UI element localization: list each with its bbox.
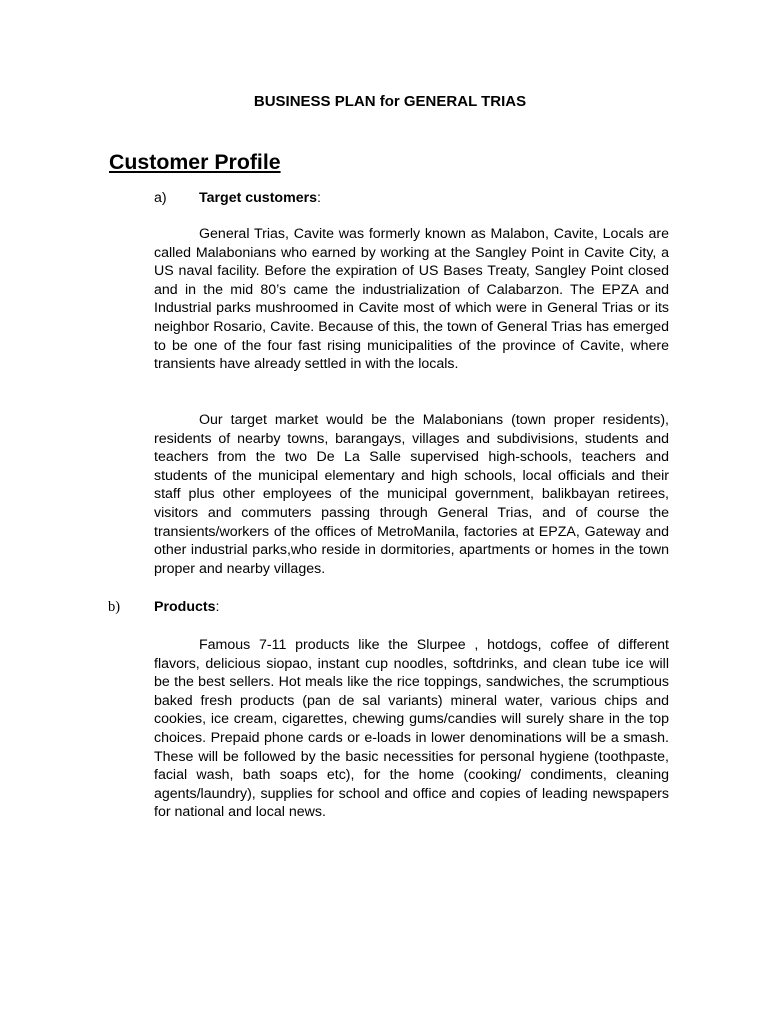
item-marker: a): [154, 190, 167, 206]
item-marker: b): [108, 599, 121, 615]
paragraph-products-1: Famous 7-11 products like the Slurpee , hotdogs, coffee of different flavors, delicious siopao, instant cup noodles, softdrinks, and clean tube ice will be the best sellers. Hot meals like the rice toppings, sandwiches, the scrumptious baked fresh products (pan de sal variants) mineral water, various chips and cookies, ice cream, cigarettes, chewing gums/candies will surely share in the top choices. Prepaid phone cards or e-loads in lower denominations will be a smash. These will be followed by the basic necessities for personal hygiene (toothpaste, facial wash, bath soaps etc), for the home (cooking/ condiments, cleaning agents/laundry), supplies for school and office and copies of leading newspapers for national and local news.: [154, 637, 669, 821]
section-heading-customer-profile: Customer Profile: [109, 150, 281, 174]
paragraph-target-customers-1: General Trias, Cavite was formerly known as Malabon, Cavite, Locals are called Malabonians who earned by working at the Sangley Point in Cavite City, a US naval facility. Before the expiration of US Bases Treaty, Sangley Point closed and in the mid 80’s came the industrialization of Calabarzon. The EPZA and Industrial parks mushroomed in Cavite most of which were in General Trias or its neighbor Rosario, Cavite. Because of this, the town of General Trias has emerged to be one of the four fast rising municipalities of the province of Cavite, where transients have already settled in with the locals.: [154, 226, 669, 373]
paragraph-target-customers-2: Our target market would be the Malabonians (town proper residents), residents of nearby towns, barangays, villages and subdivisions, students and teachers from the two De La Salle supervised high-schools, teachers and students of the municipal elementary and high schools, local officials and their staff plus other employees of the municipal government, balikbayan retirees, visitors and commuters passing through General Trias, and of course the transients/workers of the offices of MetroManila, factories at EPZA, Gateway and other industrial parks,who reside in dormitories, apartments or homes in the town proper and nearby villages.: [154, 412, 669, 577]
item-heading-label: Products: [154, 599, 216, 615]
document-title: BUSINESS PLAN for GENERAL TRIAS: [253, 93, 527, 110]
item-heading-colon: :: [317, 190, 321, 206]
item-heading-colon: :: [215, 599, 220, 615]
item-heading-label: Target customers: [199, 190, 318, 206]
